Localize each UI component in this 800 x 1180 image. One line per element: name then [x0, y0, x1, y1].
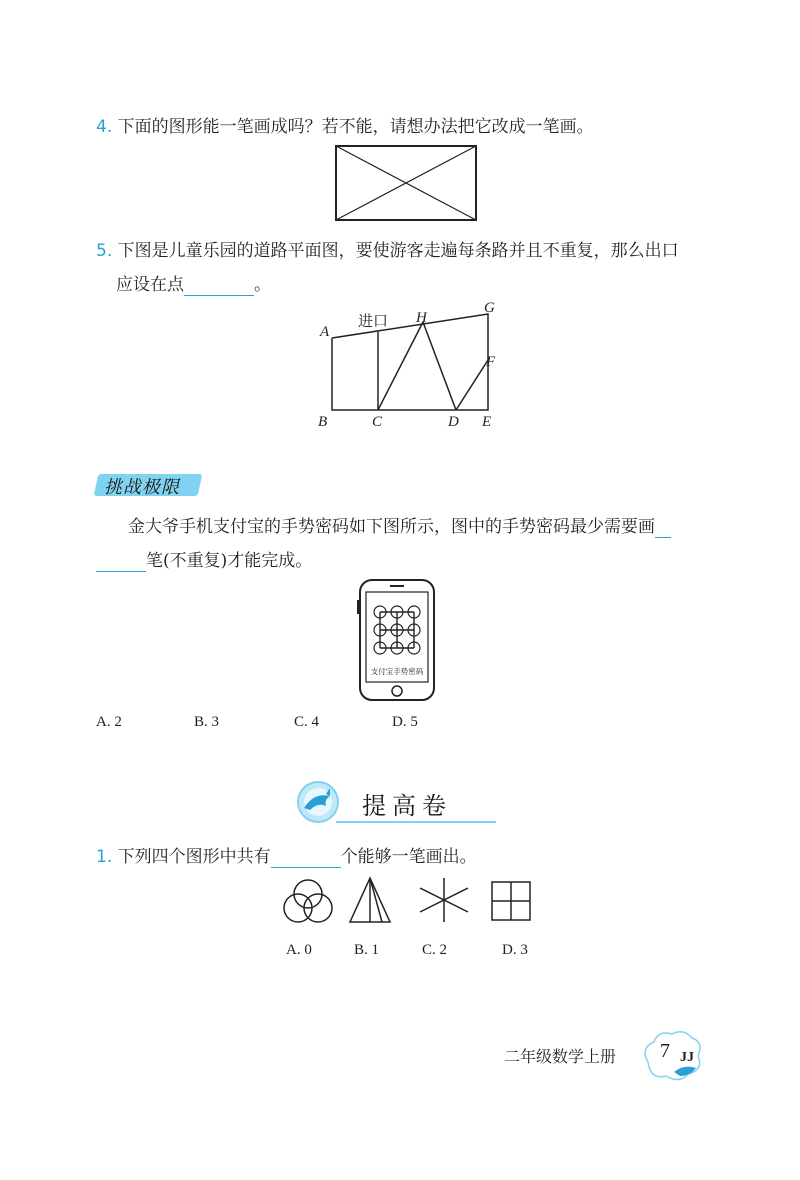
- phone-icon: [356, 578, 438, 702]
- advanced-option-d[interactable]: D. 3: [502, 942, 528, 958]
- question-text-prefix: 下列四个图形中共有: [117, 847, 271, 867]
- grid-square-figure: [492, 882, 530, 920]
- point-label-G: G: [484, 300, 495, 316]
- point-label-E: E: [482, 414, 492, 430]
- advanced-option-c[interactable]: C. 2: [422, 942, 448, 958]
- answer-blank[interactable]: [184, 275, 254, 296]
- period: 。: [254, 275, 271, 295]
- question-text: 下面的图形能一笔画成吗？若不能，请想办法把它改成一笔画。: [117, 117, 594, 137]
- question-number: 1.: [96, 847, 113, 867]
- rectangle-with-diagonals-figure: [330, 142, 480, 224]
- advanced-title-banner: [296, 780, 496, 826]
- footer-mark: JJ: [680, 1050, 694, 1065]
- triangle-figure: [350, 878, 390, 922]
- entrance-label: 进口: [358, 312, 389, 330]
- challenge-text: 金大爷手机支付宝的手势密码如下图所示，图中的手势密码最少需要画: [128, 517, 655, 537]
- star-lines-figure: [420, 878, 468, 922]
- question-text-line2: 应设在点: [116, 275, 184, 295]
- question-text-line1: 下图是儿童乐园的道路平面图，要使游客走遍每条路并且不重复，那么出口: [117, 241, 679, 261]
- advanced-question-1: [96, 842, 477, 868]
- question-5-line2: [116, 270, 271, 296]
- three-circles-figure: [284, 880, 332, 922]
- answer-blank[interactable]: [96, 551, 146, 572]
- point-label-C: C: [372, 414, 383, 430]
- point-label-F: F: [486, 354, 496, 370]
- park-road-map-figure: [310, 296, 510, 436]
- phone-caption: 支付宝手势密码: [370, 667, 424, 676]
- answer-blank[interactable]: [271, 847, 341, 868]
- advanced-option-a[interactable]: A. 0: [286, 942, 312, 958]
- question-number: 5.: [96, 241, 113, 261]
- question-text-suffix: 个能够一笔画出。: [340, 847, 477, 867]
- advanced-option-b[interactable]: B. 1: [354, 942, 380, 958]
- challenge-text-line2: [96, 546, 312, 572]
- point-label-B: B: [318, 414, 328, 430]
- challenge-text-line1: [128, 512, 671, 538]
- page-cloud-badge-icon: [640, 1028, 704, 1084]
- option-b[interactable]: B. 3: [194, 714, 220, 730]
- question-5: [96, 236, 679, 261]
- option-c[interactable]: C. 4: [294, 714, 320, 730]
- question-4: [96, 112, 594, 137]
- point-label-D: D: [448, 414, 459, 430]
- point-label-A: A: [320, 324, 330, 340]
- challenge-text-suffix: 笔(不重复)才能完成。: [146, 551, 313, 571]
- option-a[interactable]: A. 2: [96, 714, 122, 730]
- four-figures: [280, 874, 540, 930]
- answer-blank-start[interactable]: [655, 517, 671, 538]
- question-number: 4.: [96, 117, 113, 137]
- point-label-H: H: [416, 310, 427, 326]
- challenge-banner: [96, 472, 200, 498]
- challenge-banner-text: 挑战极限: [104, 477, 180, 498]
- phone-illustration: [356, 578, 438, 702]
- page-number: 7: [660, 1040, 670, 1062]
- footer-book-title: 二年级数学上册: [504, 1047, 617, 1066]
- option-d[interactable]: D. 5: [392, 714, 418, 730]
- advanced-title: 提高卷: [362, 792, 452, 820]
